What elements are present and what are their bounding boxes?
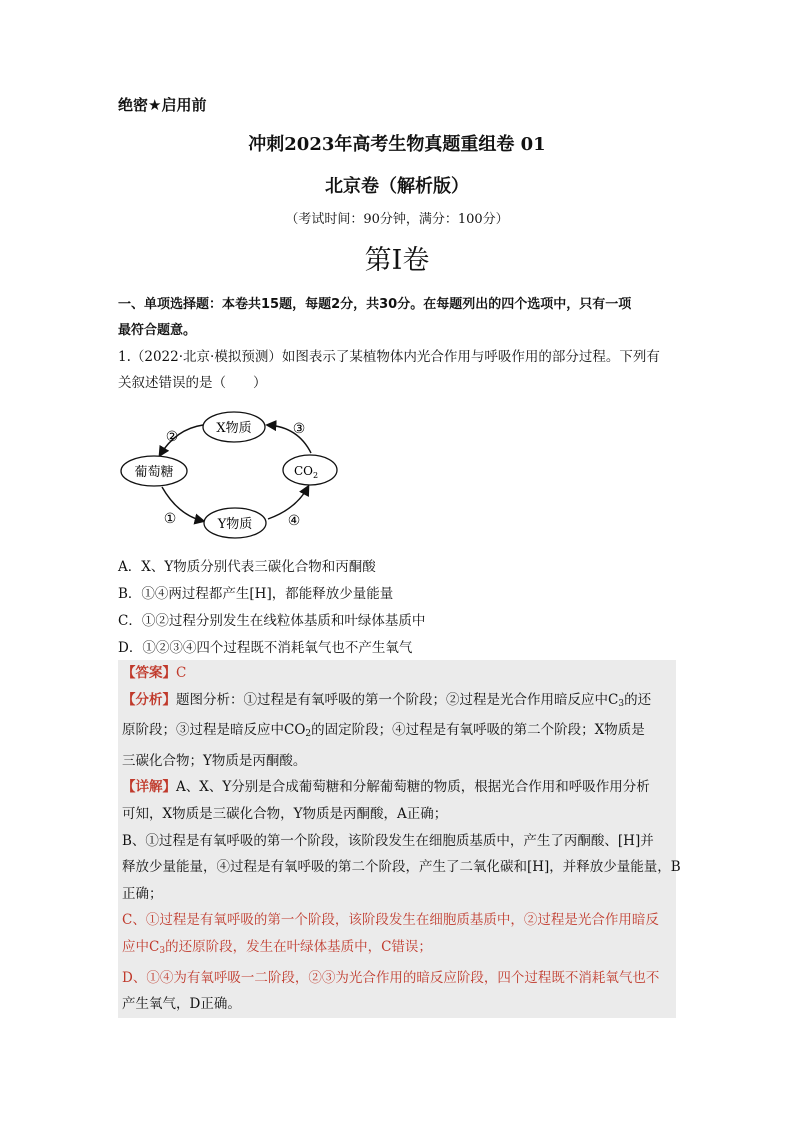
- analysis-line-2: 原阶段；③过程是暗反应中$CO_2$的固定阶段；④过程是有氧呼吸的第二个阶段；X物质是: [122, 722, 645, 740]
- glucose-label: 葡萄糖: [134, 465, 174, 480]
- y-substance-label: Y物质: [217, 517, 253, 532]
- option-d[interactable]: D．①②③④四个过程既不消耗氧气也不产生氧气: [118, 640, 413, 656]
- x-substance-label: X物质: [216, 421, 252, 436]
- volume-heading: 第Ⅰ卷: [364, 245, 430, 276]
- detail-line-9: 产生氧气，D正确。: [122, 996, 241, 1013]
- detail-line-5: 正确；: [122, 885, 163, 902]
- detail-line-2: 可知，X物质是三碳化合物，Y物质是丙酮酸，A正确；: [122, 805, 448, 822]
- detail-tag: 【详解】: [122, 779, 176, 796]
- confidential-label: 绝密★启用前: [118, 96, 207, 114]
- option-b[interactable]: B．①④两过程都产生[H]，都能释放少量能量: [118, 586, 394, 602]
- step-2-label: ②: [165, 429, 179, 445]
- section-line-1: 一、单项选择题：本卷共15题，每题2分，共30分。在每题列出的四个选项中，只有一项: [118, 297, 632, 312]
- step-4-label: ④: [287, 513, 301, 529]
- answer-value: C: [176, 665, 187, 681]
- question-line-1: 1.（2022·北京·模拟预测）如图表示了某植物体内光合作用与呼吸作用的部分过程。下列有: [118, 349, 660, 365]
- analysis-tag: 【分析】: [122, 691, 176, 708]
- question-line-2: 关叙述错误的是（ ）: [118, 375, 267, 391]
- co2-label: $CO_2$: [293, 464, 319, 480]
- detail-line-6: C、①过程是有氧呼吸的第一个阶段，该阶段发生在细胞质基质中，②过程是光合作用暗反: [122, 912, 659, 929]
- section-line-2: 最符合题意。: [118, 323, 197, 338]
- question-stem: [118, 344, 678, 396]
- answer-line: [122, 660, 694, 687]
- detail-line-8: D、①④为有氧呼吸一二阶段，②③为光合作用的暗反应阶段，四个过程既不消耗氧气也不: [122, 969, 660, 986]
- analysis-line-1: 【分析】题图分析：①过程是有氧呼吸的第一个阶段；②过程是光合作用暗反应中$C_3$的还: [122, 691, 652, 709]
- option-c[interactable]: C．①②过程分别发生在线粒体基质和叶绿体基质中: [118, 613, 426, 629]
- step-1-label: ①: [163, 511, 177, 527]
- detail-line-4: 释放少量能量，④过程是有氧呼吸的第二个阶段，产生了二氧化碳和[H]，并释放少量能量，B: [122, 859, 681, 876]
- option-a[interactable]: A．X、Y物质分别代表三碳化合物和丙酮酸: [118, 559, 376, 575]
- analysis-line-3: 三碳化合物；Y物质是丙酮酸。: [122, 752, 307, 769]
- process-cycle-diagram: [118, 405, 348, 540]
- answer-tag: 【答案】: [122, 665, 176, 681]
- detail-line-7: 应中$C_3$的还原阶段，发生在叶绿体基质中，C错误；: [122, 938, 432, 956]
- detail-line-1: 【详解】A、X、Y分别是合成葡萄糖和分解葡萄糖的物质，根据光合作用和呼吸作用分析: [122, 779, 650, 796]
- exam-info: （考试时间：90分钟，满分：100分）: [285, 212, 509, 227]
- answer-explanation: [122, 660, 694, 1018]
- paper-title: 冲刺2023年高考生物真题重组卷 01: [248, 134, 546, 155]
- step-3-label: ③: [292, 421, 306, 437]
- detail-line-3: B、①过程是有氧呼吸的第一个阶段，该阶段发生在细胞质基质中，产生了丙酮酸、[H]并: [122, 832, 654, 849]
- paper-subtitle: 北京卷（解析版）: [325, 176, 469, 197]
- section-instructions: [118, 292, 678, 344]
